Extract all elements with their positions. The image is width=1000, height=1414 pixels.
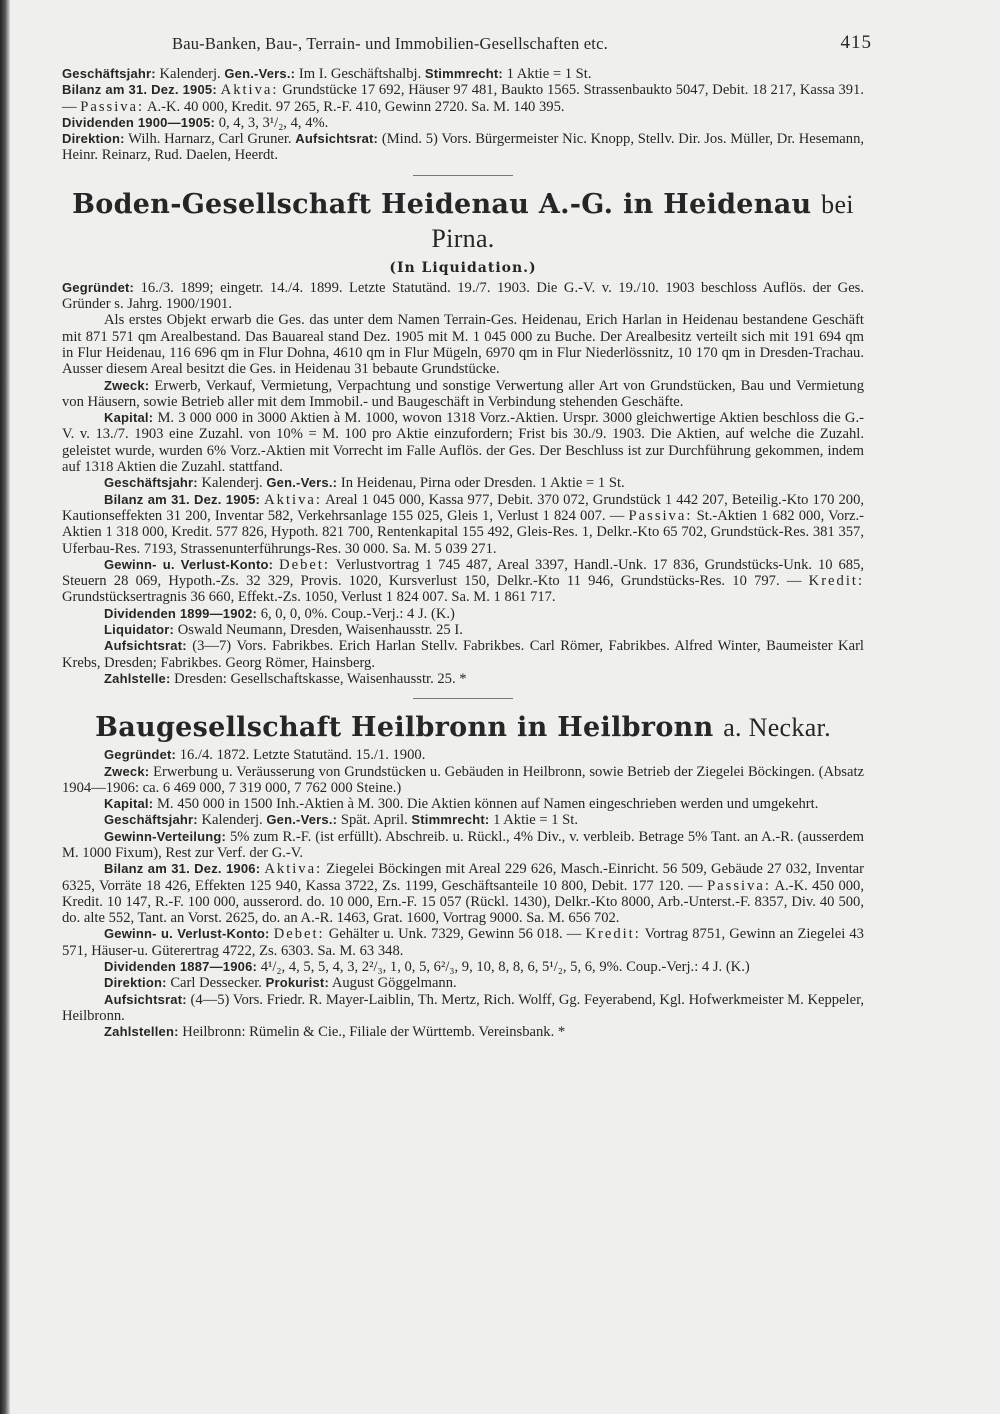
- label-aufsichtsrat: Aufsichtsrat:: [295, 131, 379, 147]
- text-genvers: Im I. Geschäftshalbj.: [298, 66, 422, 82]
- label-genvers: Gen.-Vers.:: [266, 475, 338, 491]
- word-aktiva: Aktiva:: [264, 861, 323, 878]
- label-zahlstelle: Zahlstelle:: [104, 670, 171, 686]
- text-zweck: Erwerbung u. Veräusserung von Grundstücken u. Gebäuden in Heilbronn, sowie Betrieb der Ziegelei Böckingen. (Absatz 1904—1906: ca. 6 469 000, 7 319 000, 7 762 000 Steine.): [62, 763, 864, 796]
- label-liquidator: Liquidator:: [104, 622, 175, 638]
- label-geschaeftsjahr: Geschäftsjahr:: [62, 66, 156, 81]
- label-kapital: Kapital:: [104, 796, 154, 812]
- label-dividenden: Dividenden 1899—1902:: [104, 605, 258, 621]
- c2-kapital: [62, 796, 864, 812]
- text-aktiva: Ziegelei Böckingen mit Areal 229 626, Masch.-Einricht. 56 509, Gebäude 27 032, Inventar 6325, Vorräte 18 426, Effekten 125 940, Kassa 3722, Zs. 1199, Geschäftsanteile 10 800, Debit. 177 120. —: [62, 861, 864, 894]
- label-stimmrecht: Stimmrecht:: [424, 66, 503, 81]
- company-location-suffix: bei Pirna.: [431, 189, 854, 253]
- label-prokurist: Prokurist:: [265, 975, 329, 991]
- label-bilanz: Bilanz am 31. Dez. 1905:: [104, 491, 261, 507]
- text-kredit: Grundstücksertragnis 36 660, Effekt.-Zs. 1050, Verlust 1 824 007. Sa. M. 1 861 717.: [62, 589, 556, 606]
- label-stimmrecht: Stimmrecht:: [411, 812, 490, 828]
- text-geschaeftsjahr: Kalenderj.: [201, 475, 263, 492]
- text-dividenden: 4¹/₂, 4, 5, 5, 4, 3, 2²/₃, 1, 0, 5, 6²/₃, 9, 10, 8, 8, 6, 5¹/₂, 5, 6, 9%. Coup.-Verj.: 4 J. (K.): [260, 959, 750, 976]
- c2-gegruendet: [62, 747, 864, 763]
- text-zahlstelle: Dresden: Gesellschaftskasse, Waisenhausstr. 25. *: [174, 670, 467, 687]
- c1-zahlstelle: [62, 671, 864, 687]
- c1-dividenden: [62, 606, 864, 622]
- text-debet: Gehälter u. Unk. 7329, Gewinn 56 018. —: [328, 926, 582, 943]
- label-dividenden: Dividenden 1887—1906:: [104, 959, 258, 975]
- c1-kapital: [62, 410, 864, 475]
- text-aufsichtsrat: (Mind. 5) Vors. Bürgermeister Nic. Knopp, Stellv. Dir. Jos. Müller, Dr. Hesemann, Heinr. Reinarz, Rud. Daelen, Heerdt.: [62, 131, 865, 164]
- text-aufsichtsrat: (4—5) Vors. Friedr. R. Mayer-Laiblin, Th. Mertz, Rich. Wolff, Gg. Feyerabend, Kgl. Hofwerkmeister M. Keppeler, Heilbronn.: [62, 991, 864, 1024]
- running-title: Bau-Banken, Bau-, Terrain- und Immobilien-Gesellschaften etc.: [172, 34, 608, 53]
- text-debet: Verlustvortrag 1 745 487, Areal 3397, Handl.-Unk. 17 836, Grundstücks-Unk. 10 685, Steuern 28 069, Hypoth.-Zs. 32 329, Provis. 1020, Kursverlust 150, Delkr.-Kto 11 946, Grundstücks-Res. 10 797. —: [62, 556, 865, 590]
- text-kapital: M. 3 000 000 in 3000 Aktien à M. 1000, wovon 1318 Vorz.-Aktien. Urspr. 3000 gleichwertige Aktien beschloss die G.-V. v. 13./7. 1903 eine Zuzahl. von 10% = M. 100 pro Aktie einzufordern; Frist bis 30./9. 1903. Die Aktien, auf welche die Zuzahl. geleistet wurde, wurden 6% Vorz.-Aktien mit Vorrecht im Falle Auflös. der Ges. Der Beschluss ist zur Durchführung gekommen, indem auf 1318 Aktien die Zuzahl. stattfand.: [62, 410, 864, 476]
- label-bilanz: Bilanz am 31. Dez. 1905:: [62, 82, 217, 98]
- c1-zweck: [62, 378, 864, 411]
- c1-bilanz: [62, 492, 864, 557]
- company-title-heilbronn: [62, 711, 864, 745]
- c2-zahlstellen: [62, 1024, 864, 1040]
- section-divider: [413, 175, 513, 176]
- label-direktion: Direktion:: [62, 131, 125, 147]
- liquidation-note: (In Liquidation.): [389, 259, 537, 276]
- c1-geschaeftsjahr: [62, 475, 864, 491]
- text-passiva: A.-K. 40 000, Kredit. 97 265, R.-F. 410, Gewinn 2720. Sa. M. 140 395.: [146, 98, 565, 115]
- text-gegruendet: 16./4. 1872. Letzte Statutänd. 15./1. 1900.: [179, 747, 426, 764]
- text-aktiva: Grundstücke 17 692, Häuser 97 481, Baukto 1565. Strassenbaukto 5047, Debit. 18 217, Kassa 391. —: [62, 82, 864, 115]
- word-kredit: Kredit:: [808, 573, 864, 590]
- c1-gewinn-verlust: [62, 557, 864, 606]
- label-geschaeftsjahr: Geschäftsjahr:: [104, 475, 198, 491]
- c2-gewinn-verteilung: [62, 829, 864, 862]
- word-passiva: Passiva:: [628, 507, 693, 524]
- word-aktiva: Aktiva:: [264, 491, 322, 508]
- text-genvers: In Heidenau, Pirna oder Dresden. 1 Aktie = 1 St.: [340, 475, 625, 492]
- text-geschaeftsjahr: Kalenderj.: [159, 66, 221, 82]
- text-direktion: Carl Dessecker.: [170, 975, 262, 992]
- c2-zweck: [62, 764, 864, 797]
- top-gj-line: [62, 66, 864, 82]
- label-gewinn-verteilung: Gewinn-Verteilung:: [104, 828, 227, 844]
- label-kapital: Kapital:: [104, 410, 154, 426]
- c1-liquidator: [62, 622, 864, 638]
- top-dividenden: [62, 115, 864, 131]
- label-gewinn-verlust: Gewinn- u. Verlust-Konto:: [104, 556, 274, 572]
- label-genvers: Gen.-Vers.:: [224, 66, 296, 81]
- c2-bilanz: [62, 861, 864, 926]
- page-content: [62, 66, 864, 1041]
- label-zahlstellen: Zahlstellen:: [104, 1024, 179, 1040]
- label-aufsichtsrat: Aufsichtsrat:: [104, 638, 187, 654]
- c2-aufsichtsrat: [62, 992, 864, 1025]
- word-debet: Debet:: [273, 926, 325, 943]
- text-gegruendet: 16./3. 1899; eingetr. 14./4. 1899. Letzte Statutänd. 19./7. 1903. Die G.-V. v. 19./10. 1903 beschloss Auflös. der Ges. Gründer s. Jahrg. 1900/1901.: [62, 279, 865, 313]
- word-aktiva: Aktiva:: [220, 82, 279, 99]
- page-number: 415: [840, 32, 872, 53]
- company-location-suffix: a. Neckar.: [723, 713, 831, 743]
- text-aufsichtsrat: (3—7) Vors. Fabrikbes. Erich Harlan Stellv. Fabrikbes. Carl Römer, Fabrikbes. Alfred Winter, Baumeister Karl Krebs, Dresden; Fabrikbes. Georg Römer, Hainsberg.: [62, 638, 864, 671]
- page-header: [172, 34, 872, 58]
- text-zahlstellen: Heilbronn: Rümelin & Cie., Filiale der Württemb. Vereinsbank. *: [182, 1024, 566, 1041]
- c2-gewinn-verlust: [62, 926, 864, 959]
- company-title-heidenau: [62, 188, 864, 256]
- text-liquidator: Oswald Neumann, Dresden, Waisenhausstr. 25 I.: [177, 622, 463, 639]
- c1-gegruendet: [62, 280, 864, 313]
- word-kredit: Kredit:: [585, 926, 641, 943]
- text-kredit: Vortrag 8751, Gewinn an Ziegelei 43 571, Häuser-u. Güterertrag 4722, Zs. 6303. Sa. M. 63 348.: [62, 926, 864, 959]
- section-divider: [413, 698, 513, 699]
- label-bilanz: Bilanz am 31. Dez. 1906:: [104, 861, 261, 877]
- label-gegruendet: Gegründet:: [62, 279, 135, 295]
- text-dividenden: 0, 4, 3, 3¹/₂, 4, 4%.: [218, 114, 329, 131]
- text-passiva: A.-K. 450 000, Kredit. 10 147, R.-F. 100 000, ausserord. do. 10 000, Ern.-F. 15 057 (Rückl. 1430), Delkr.-Kto 8000, Arb.-Unterst.-F. 8357, Div. 40 500, do. alte 552, Tant. an Vorst. 2625, do. an A.-R. 1463, Grat. 1600, Vortrag 9000. Sa. M. 656 702.: [62, 877, 864, 927]
- c2-dividenden: [62, 959, 864, 975]
- text-genvers: Spät. April.: [340, 812, 408, 829]
- page-binding-edge: [0, 0, 10, 1414]
- text-prokurist: August Göggelmann.: [331, 975, 457, 992]
- text-direktion: Wilh. Harnarz, Carl Gruner.: [128, 131, 292, 148]
- label-direktion: Direktion:: [104, 975, 167, 991]
- c2-direktion: [62, 975, 864, 991]
- top-bilanz: [62, 82, 864, 115]
- text-zweck: Erwerb, Verkauf, Vermietung, Verpachtung und sonstige Verwertung aller Art von Grundstücken, Bau und Vermietung von Häusern, sowie Betrieb aller mit dem Immobil.- und Baugeschäft in Verbindung stehenden Geschäfte.: [62, 377, 864, 410]
- text-dividenden: 6, 0, 0, 0%. Coup.-Verj.: 4 J. (K.): [260, 605, 455, 622]
- text-gewinn-verteilung: 5% zum R.-F. (ist erfüllt). Abschreib. u. Rückl., 4% Div., v. verbleib. Betrage 5% Tant. an A.-R. (ausserdem M. 1000 Fixum), Rest zur Verf. der G.-V.: [62, 828, 864, 861]
- c1-objekt: Als erstes Objekt erwarb die Ges. das unter dem Namen Terrain-Ges. Heidenau, Erich Harlan in Heidenau bestandene Geschäft mit 871 571 qm Arealbestand. Das Bauareal stand Dez. 1905 mit M. 1 045 000 zu Buche. Der Arealbesitz verteilt sich mit 191 694 qm in Flur Heidenau, 116 696 qm in Flur Dohna, 4610 qm in Flur Mügeln, 6970 qm in Flur Niederlössnitz, 10 170 qm in Dresden-Trachau. Ausser diesem Areal besitzt die Ges. in Heidenau 31 bebaute Grundstücke.: [62, 312, 864, 378]
- text-stimmrecht: 1 Aktie = 1 St.: [493, 812, 578, 829]
- word-passiva: Passiva:: [80, 98, 145, 115]
- label-zweck: Zweck:: [104, 377, 150, 393]
- text-geschaeftsjahr: Kalenderj.: [201, 812, 263, 829]
- text-stimmrecht: 1 Aktie = 1 St.: [506, 66, 592, 82]
- text-kapital: M. 450 000 in 1500 Inh.-Aktien à M. 300. Die Aktien können auf Namen eingeschrieben werden und umgekehrt.: [156, 796, 819, 813]
- label-dividenden: Dividenden 1900—1905:: [62, 114, 216, 130]
- label-genvers: Gen.-Vers.:: [266, 812, 338, 828]
- text-passiva: St.-Aktien 1 682 000, Vorz.-Aktien 1 318 000, Kredit. 577 826, Hypoth. 821 700, Rentenkapital 155 492, Gleis-Res. 1, Delkr.-Kto 65 702, Grundstück-Res. 381 357, Uferbau-Res. 7193, Strassenunterführungs-Res. 30 000. Sa. M. 5 039 271.: [62, 507, 864, 557]
- top-direktion: [62, 131, 864, 164]
- label-aufsichtsrat: Aufsichtsrat:: [104, 991, 187, 1007]
- word-passiva: Passiva:: [707, 877, 771, 894]
- label-gegruendet: Gegründet:: [104, 747, 177, 763]
- c1-aufsichtsrat: [62, 638, 864, 671]
- c2-geschaeftsjahr: [62, 812, 864, 828]
- company-name: Baugesellschaft Heilbronn in Heilbronn: [95, 712, 714, 744]
- word-debet: Debet:: [279, 556, 330, 573]
- company-name: Boden-Gesellschaft Heidenau A.-G. in Heidenau: [72, 188, 812, 220]
- text-aktiva: Areal 1 045 000, Kassa 977, Debit. 370 072, Grundstück 1 442 207, Beteilig.-Kto 170 200, Kautionseffekten 31 200, Inventar 582, Verkehrsanlage 155 025, Gleis 1, Verlust 1 824 007. —: [62, 491, 865, 524]
- label-geschaeftsjahr: Geschäftsjahr:: [104, 812, 198, 828]
- label-gewinn-verlust: Gewinn- u. Verlust-Konto:: [104, 926, 270, 942]
- label-zweck: Zweck:: [104, 763, 150, 779]
